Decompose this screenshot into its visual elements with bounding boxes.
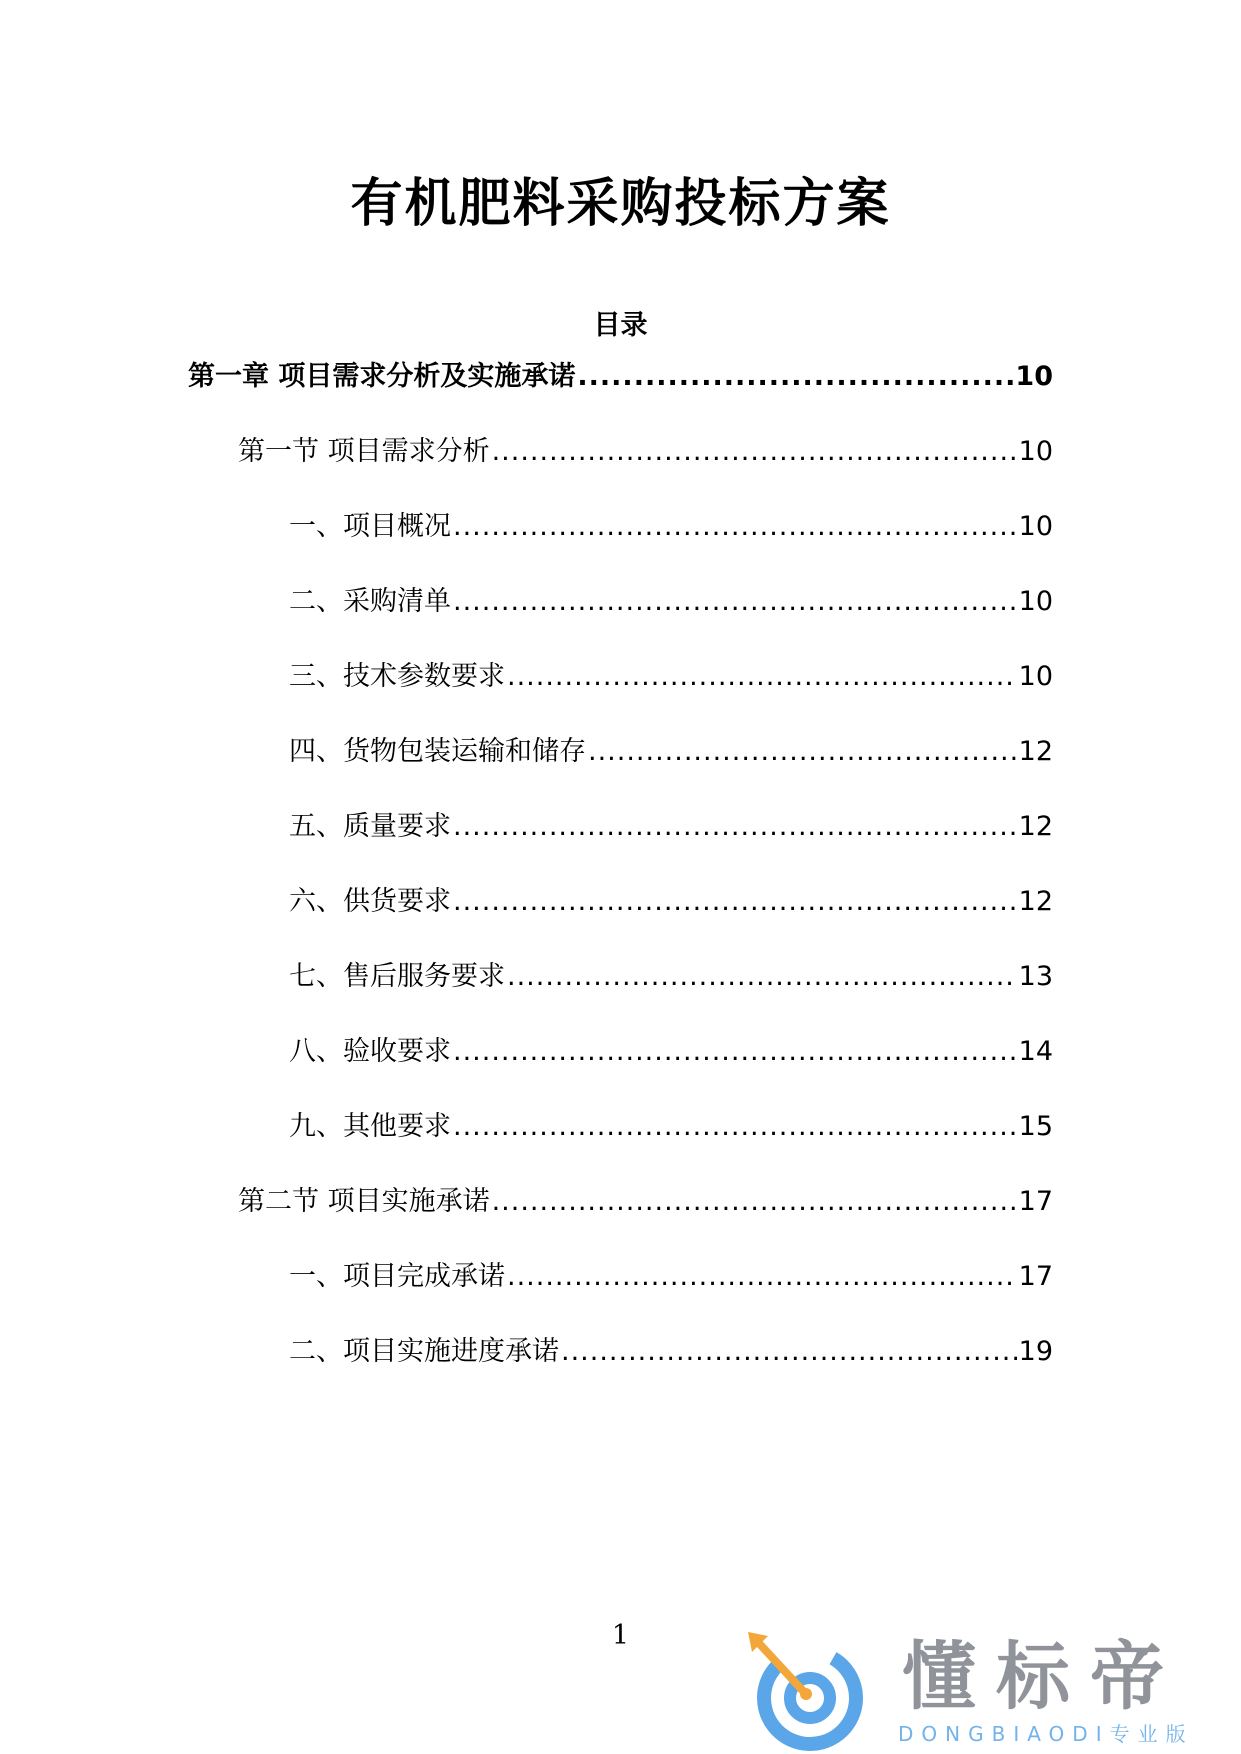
toc-entry-page: 15 — [1018, 1111, 1053, 1142]
toc-leader-dots — [507, 963, 1017, 990]
toc-leader-dots — [453, 513, 1017, 540]
toc-entry-label: 六、供货要求 — [289, 886, 451, 917]
toc-leader-dots — [453, 588, 1017, 615]
toc-entry[interactable] — [289, 1325, 1053, 1365]
toc-entry-label: 九、其他要求 — [289, 1111, 451, 1142]
toc-leader-dots — [588, 738, 1017, 765]
toc-entry[interactable] — [238, 1175, 1053, 1215]
toc-entry-label: 一、项目完成承诺 — [289, 1261, 505, 1292]
toc-leader-dots — [507, 1263, 1017, 1290]
toc-entry-label: 第二节 项目实施承诺 — [238, 1186, 490, 1217]
toc-entry-page: 17 — [1018, 1186, 1053, 1217]
toc-entry[interactable] — [289, 1100, 1053, 1140]
toc-entry-label: 二、项目实施进度承诺 — [289, 1336, 559, 1367]
toc-leader-dots — [492, 438, 1017, 465]
toc-entry-page: 14 — [1018, 1036, 1053, 1067]
watermark-brand: 懂标帝 — [902, 1634, 1184, 1720]
page-number: 1 — [611, 1620, 630, 1651]
toc-entry-page: 10 — [1018, 436, 1053, 467]
toc-entry-page: 10 — [1018, 661, 1053, 692]
toc-entry[interactable] — [289, 1250, 1053, 1290]
toc-entry-page: 10 — [1015, 361, 1053, 392]
toc-entry[interactable] — [289, 575, 1053, 615]
toc-entry-label: 二、采购清单 — [289, 586, 451, 617]
toc-entry-label: 七、售后服务要求 — [289, 961, 505, 992]
toc-entry-page: 12 — [1018, 736, 1053, 767]
toc-entry-page: 19 — [1018, 1336, 1053, 1367]
toc-leader-dots — [453, 1038, 1017, 1065]
toc-leader-dots — [577, 363, 1013, 390]
toc-entry-page: 12 — [1018, 886, 1053, 917]
target-arrow-icon — [742, 1632, 866, 1754]
toc-entry[interactable] — [188, 350, 1053, 390]
toc-entry[interactable] — [238, 425, 1053, 465]
toc-entry-label: 第一章 项目需求分析及实施承诺 — [188, 361, 576, 392]
toc-entry-label: 四、货物包装运输和储存 — [289, 736, 586, 767]
toc-entry-label: 第一节 项目需求分析 — [238, 436, 490, 467]
toc-entry-page: 10 — [1018, 511, 1053, 542]
watermark-subtitle: DONGBIAODI专业版 — [898, 1722, 1194, 1746]
toc-entry-page: 10 — [1018, 586, 1053, 617]
toc-entry[interactable] — [289, 800, 1053, 840]
toc-entry-label: 三、技术参数要求 — [289, 661, 505, 692]
toc-entry-page: 17 — [1018, 1261, 1053, 1292]
document-title: 有机肥料采购投标方案 — [350, 174, 891, 234]
toc-leader-dots — [492, 1188, 1017, 1215]
toc-entry[interactable] — [289, 650, 1053, 690]
toc-leader-dots — [507, 663, 1017, 690]
toc-entry[interactable] — [289, 875, 1053, 915]
toc-entry-label: 八、验收要求 — [289, 1036, 451, 1067]
toc-entry[interactable] — [289, 500, 1053, 540]
toc-entry-label: 五、质量要求 — [289, 811, 451, 842]
toc-entry[interactable] — [289, 1025, 1053, 1065]
toc-heading: 目录 — [593, 310, 648, 341]
toc-leader-dots — [453, 1113, 1017, 1140]
toc-leader-dots — [453, 888, 1017, 915]
toc-leader-dots — [561, 1338, 1017, 1365]
toc-entry[interactable] — [289, 725, 1053, 765]
toc-entry-page: 13 — [1018, 961, 1053, 992]
watermark — [742, 1632, 1241, 1754]
toc-leader-dots — [453, 813, 1017, 840]
toc-entry-label: 一、项目概况 — [289, 511, 451, 542]
toc-entry[interactable] — [289, 950, 1053, 990]
toc-entry-page: 12 — [1018, 811, 1053, 842]
